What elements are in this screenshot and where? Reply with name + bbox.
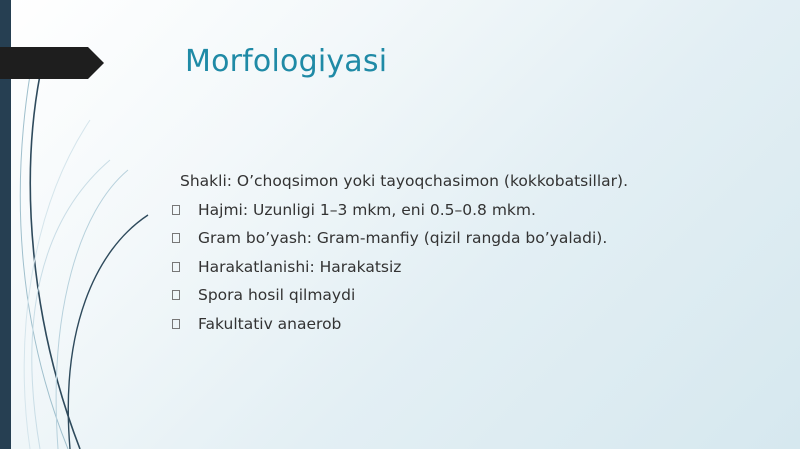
list-item-text: Fakultativ anaerob — [198, 314, 342, 333]
missing-glyph-bullet-icon — [172, 262, 180, 272]
missing-glyph-bullet-icon — [172, 233, 180, 243]
list-item — [172, 196, 772, 225]
missing-glyph-bullet-icon — [172, 205, 180, 215]
bullet-list — [172, 167, 772, 338]
list-item — [172, 310, 772, 339]
list-item — [172, 281, 772, 310]
list-item — [172, 167, 772, 196]
list-item — [172, 224, 772, 253]
list-item-text: Harakatlanishi: Harakatsiz — [198, 257, 402, 276]
title-tab — [0, 47, 104, 79]
list-item-text: Gram bo’yash: Gram-manfiy (qizil rangda bo’yaladi). — [198, 229, 608, 247]
list-item-text: Shakli: O’choqsimon yoki tayoqchasimon (kokkobatsillar). — [180, 172, 628, 190]
list-item-text: Hajmi: Uzunligi 1–3 mkm, eni 0.5–0.8 mkm. — [198, 200, 536, 219]
list-item-text: Spora hosil qilmaydi — [198, 286, 356, 304]
missing-glyph-bullet-icon — [172, 319, 180, 329]
list-item — [172, 253, 772, 282]
missing-glyph-bullet-icon — [172, 290, 180, 300]
slide-title: Morfologiyasi — [185, 44, 388, 79]
